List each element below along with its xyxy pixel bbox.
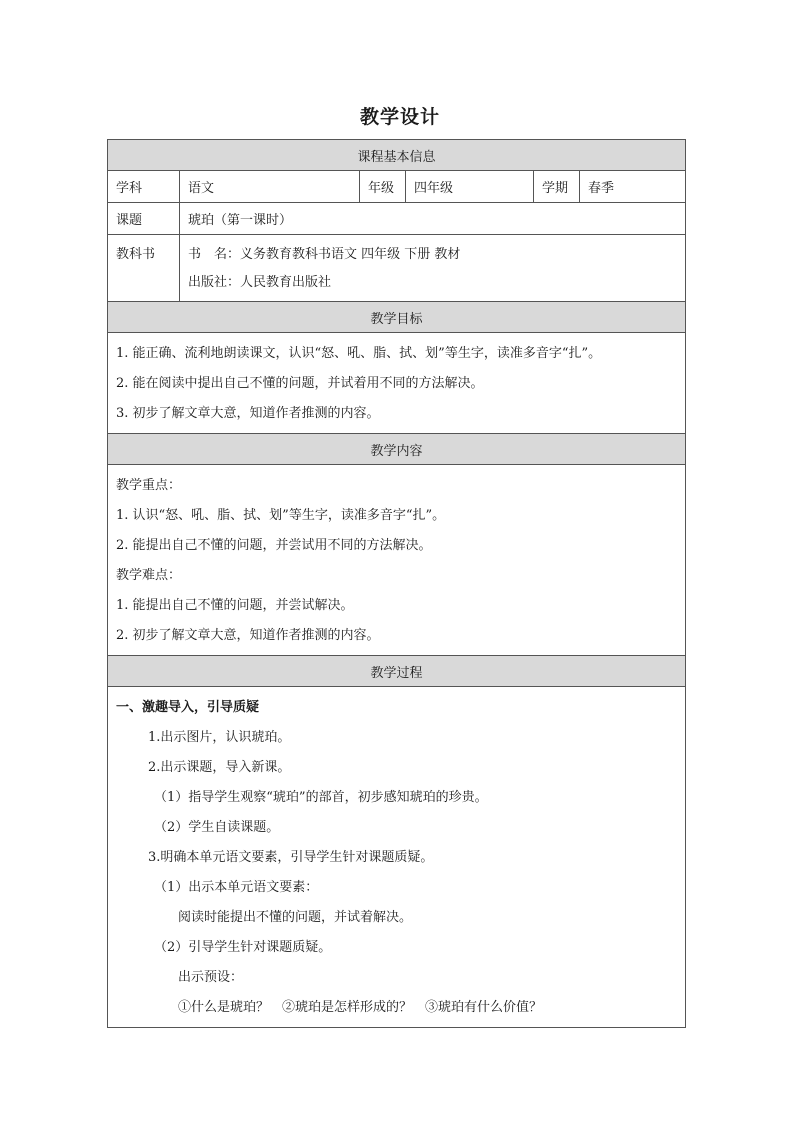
process-detail: ①什么是琥珀？ ②琥珀是怎样形成的？ ③琥珀有什么价值？ xyxy=(178,1000,543,1015)
term-value: 春季 xyxy=(580,171,686,203)
textbook-name: 书 名：义务教育教科书语文 四年级 下册 教材 xyxy=(188,247,461,262)
textbook-label-text: 教科书 xyxy=(116,247,156,262)
process-substep: （1）指导学生观察“琥珀”的部首，初步感知琥珀的珍贵。 xyxy=(154,790,488,805)
process-detail: 出示预设： xyxy=(178,970,244,985)
content-body xyxy=(108,465,686,656)
grade-label: 年级 xyxy=(360,171,406,203)
key-point-item: 2. 能提出自己不懂的问题，并尝试用不同的方法解决。 xyxy=(116,538,432,553)
subject-value: 语文 xyxy=(180,171,360,203)
key-point-item: 1. 认识“怒、吼、脂、拭、划”等生字，读准多音字“扎”。 xyxy=(116,508,446,523)
difficulty-item: 1. 能提出自己不懂的问题，并尝试解决。 xyxy=(116,598,354,613)
process-substep: （2）学生自读课题。 xyxy=(154,820,280,835)
textbook-publisher: 出版社：人民教育出版社 xyxy=(188,275,332,290)
topic-value: 琥珀（第一课时） xyxy=(180,203,686,235)
process-body xyxy=(108,687,686,1028)
process-step: 1.出示图片，认识琥珀。 xyxy=(148,730,291,745)
process-substep: （2）引导学生针对课题质疑。 xyxy=(154,940,332,955)
process-detail: 阅读时能提出不懂的问题，并试着解决。 xyxy=(178,910,413,925)
lesson-plan-table xyxy=(107,139,686,1028)
textbook-value xyxy=(180,235,686,302)
key-points-label: 教学重点： xyxy=(116,478,182,493)
difficulty-item: 2. 初步了解文章大意，知道作者推测的内容。 xyxy=(116,628,380,643)
objective-item: 2. 能在阅读中提出自己不懂的问题，并试着用不同的方法解决。 xyxy=(116,376,484,391)
textbook-label xyxy=(108,235,180,302)
topic-label: 课题 xyxy=(108,203,180,235)
subject-label: 学科 xyxy=(108,171,180,203)
document-title: 教学设计 xyxy=(359,106,440,128)
process-section-title: 一、激趣导入，引导质疑 xyxy=(116,700,260,715)
term-label: 学期 xyxy=(534,171,580,203)
process-step: 2.出示课题，导入新课。 xyxy=(148,760,291,775)
objectives-body xyxy=(108,333,686,434)
process-substep: （1）出示本单元语文要素： xyxy=(154,880,319,895)
basic-info-header: 课程基本信息 xyxy=(108,140,686,171)
objective-item: 3. 初步了解文章大意，知道作者推测的内容。 xyxy=(116,406,380,421)
process-step: 3.明确本单元语文要素，引导学生针对课题质疑。 xyxy=(148,850,434,865)
process-header: 教学过程 xyxy=(108,656,686,687)
content-header: 教学内容 xyxy=(108,434,686,465)
grade-value: 四年级 xyxy=(406,171,534,203)
difficulty-label: 教学难点： xyxy=(116,568,182,583)
objective-item: 1. 能正确、流利地朗读课文，认识“怒、吼、脂、拭、划”等生字，读准多音字“扎”。 xyxy=(116,346,602,361)
objectives-header: 教学目标 xyxy=(108,302,686,333)
